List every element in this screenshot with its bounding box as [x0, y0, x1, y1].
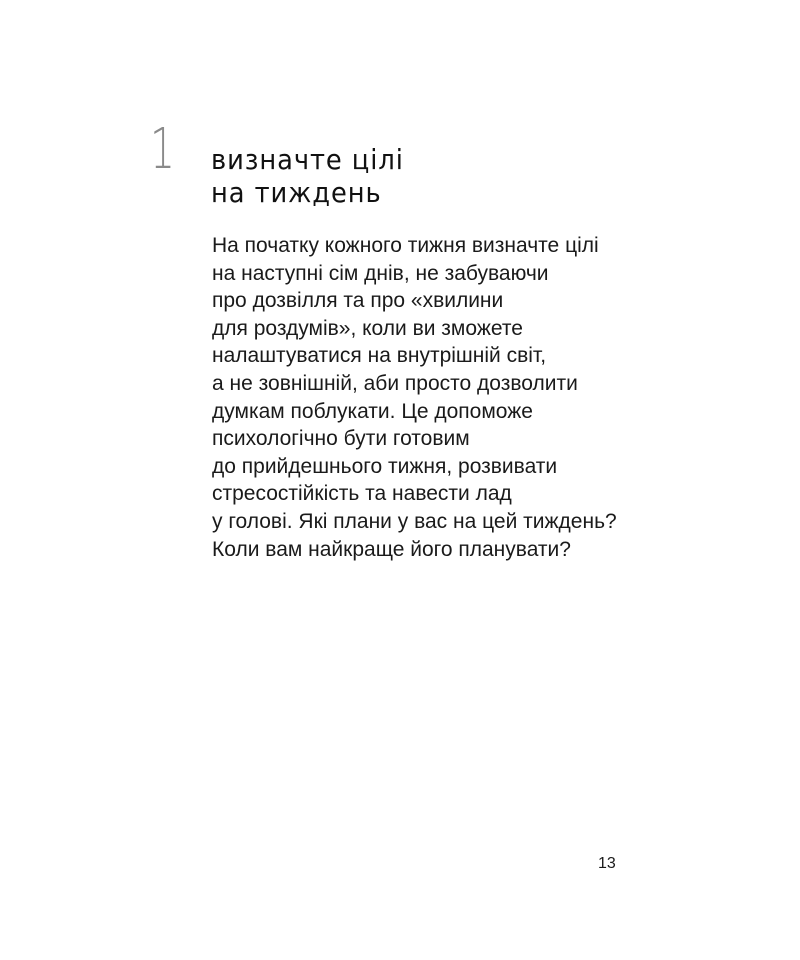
- body-paragraph: [212, 232, 632, 563]
- body-line: налаштуватися на внутрішній світ,: [212, 344, 547, 368]
- body-line: до прийдешнього тижня, розвивати: [212, 454, 558, 478]
- body-line: для роздумів», коли ви зможете: [212, 316, 523, 340]
- body-line: на наступні сім днів, не забуваючи: [212, 261, 549, 285]
- chapter-number: 1: [150, 117, 175, 182]
- body-line: психологічно бути готовим: [212, 427, 470, 451]
- body-line: Коли вам найкраще його планувати?: [212, 537, 571, 561]
- body-line: у голові. Які плани у вас на цей тиждень?: [212, 509, 617, 533]
- body-line: думкам поблукати. Це допоможе: [212, 399, 533, 423]
- body-line: а не зовнішній, аби просто дозволити: [212, 371, 578, 395]
- body-line: про дозвілля та про «хвилини: [212, 289, 504, 313]
- chapter-title-line: визначте цілі: [211, 143, 404, 176]
- chapter-title: [211, 143, 404, 209]
- chapter-title-line: на тиждень: [211, 176, 382, 209]
- page-number: 13: [598, 855, 616, 872]
- body-line: На початку кожного тижня визначте цілі: [212, 234, 599, 257]
- body-line: стресостійкість та навести лад: [212, 482, 512, 506]
